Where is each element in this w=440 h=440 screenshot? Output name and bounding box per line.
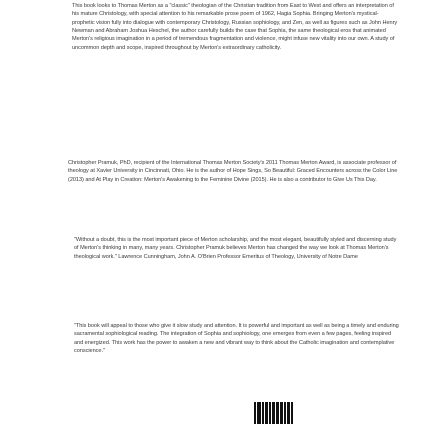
author-bio-paragraph: Christopher Pramuk, PhD, recipient of the International Thomas Merton Society's 2011 Thomas Merton Award, is associate professor of theology at Xavier University in Cincinnati, Ohio. He is the author of Hope Sings, So Beautiful: Graced Encounters across the Color Line (2013) and At Play in Creation: Merton's Awakening to the Feminine Divine (2015). He is also a contributor to Give Us This Day. (68, 160, 398, 183)
barcode-stripe (280, 402, 282, 424)
barcode-stripe (263, 402, 264, 424)
book-description-paragraph: This book looks to Thomas Merton as a "classic" theologian of the Christian tradition from East to West and offers an interpretation of his mature Christology, with special attention to his remarkable prose poem of 1962, Hagia Sophia. Bringing Merton's mystical-prophetic vision fully into dialogue with contemporary Christology, Russian sophiology, and Zen, as well as figures such as John Henry Newman and Abraham Joshua Heschel, the author carefully builds the case that Sophia, the same theological eros that animated Merton's religious imagination in a period of tremendous fragmentation and violence, might infuse new vitality into our own. A study of uncommon depth and scope, inspired throughout by Merton's extraordinary catholicity. (72, 3, 398, 51)
endorsement-paragraph-1: "Without a doubt, this is the most important piece of Merton scholarship, and the most elegant, beautifully styled and discerning study of Merton's thinking in many, many years. Christopher Pramuk believes Merton has changed the way we look at Thomas Merton's theological work." Lawrence Cunningham, John A. O'Brien Professor Emeritus of Theology, University of Notre Dame (74, 237, 397, 260)
barcode-stripe (285, 402, 286, 424)
barcode-stripe (289, 402, 290, 424)
barcode-graphic (254, 402, 294, 424)
endorsement-paragraph-2: "This book will appeal to those who give it slow study and attention. It is powerful and important as well as being a timely and enduring sacramental sophiological reading. The integration of Sophia and sophiology, one emerges from even a few pages, feeling inspired and energized. This work has the power to awaken a new and vibrant way to think about the Catholic imagination and contemplative conscience." (74, 323, 399, 355)
barcode-stripe (292, 402, 294, 424)
barcode-stripe (267, 402, 268, 424)
